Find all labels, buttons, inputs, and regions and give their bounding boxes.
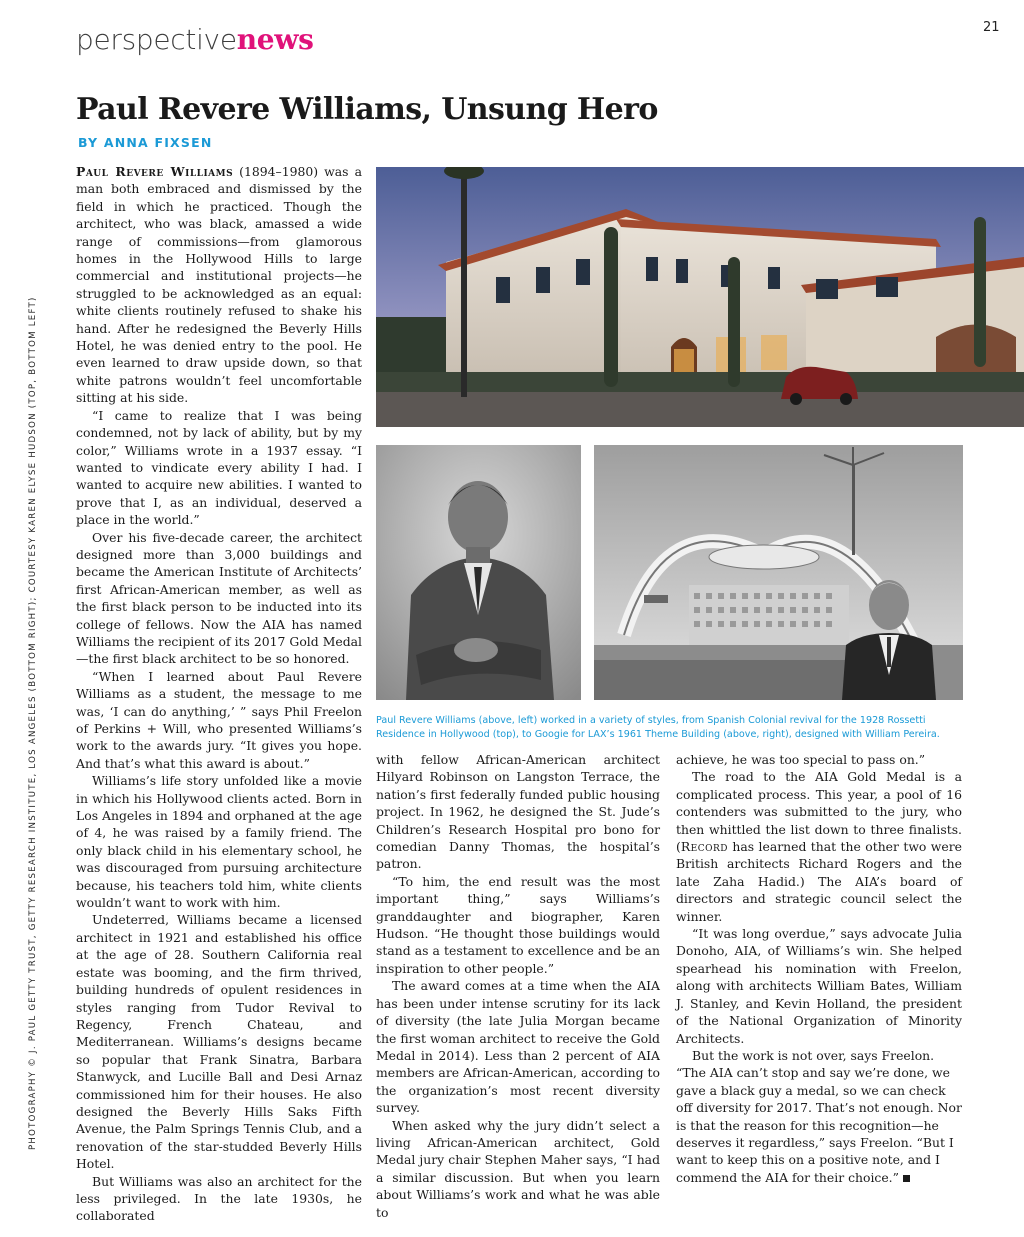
section-title (76, 20, 314, 60)
article-paragraph: with fellow African-American architect Hilyard Robinson on Langston Terrace, the nation’s first federally funded public housing project. In 1962, he designed the St. Jude’s Children’s Research Hospital pro bono for comedian Danny Thomas, the hospital’s patron. (376, 752, 660, 872)
lead-name: Paul Revere Williams (76, 164, 234, 179)
article-paragraph: The award comes at a time when the AIA has been under intense scrutiny for its lack of diversity (the late Julia Morgan became the first woman architect to receive the Gold Medal in 2014). Less than 2 percent of AIA members are African-American, according to the organization’s most recent diversity survey. (376, 978, 660, 1116)
end-of-article-mark (903, 1175, 910, 1182)
article-paragraph: When asked why the jury didn’t select a living African-American architect, Gold Medal jury chair Stephen Maher says, “I had a similar discussion. But when you learn about Williams’s work and what he was able to (376, 1117, 660, 1220)
article-paragraph: Williams’s life story unfolded like a movie in which his Hollywood clients acted. Born in Los Angeles in 1894 and orphaned at the age of 4, he was raised by a family friend. The only black child in his elementary school, he was discouraged from pursuing architecture because, his teachers told him, white clients wouldn’t want to work with him. (76, 773, 362, 911)
page-number: 21 (983, 20, 1000, 35)
article-paragraph: “I came to realize that I was being condemned, not by lack of ability, but by my color,” Williams wrote in a 1937 essay. “I wanted to vindicate every ability I had. I wanted to acquire new abilities. I wanted to prove that I, as an individual, deserved a place in the world.” (76, 407, 362, 528)
photo-caption: Paul Revere Williams (above, left) worked in a variety of styles, from Spanish Colonial revival for the 1928 Rossetti Residence in Hollywood (top), to Googie for LAX’s 1961 Theme Building (above, right), designed with William Pereira. (376, 715, 940, 740)
section-title-accent: news (236, 23, 314, 56)
photo-rossetti-residence (376, 167, 1024, 427)
photo-credit: PHOTOGRAPHY © J. PAUL GETTY TRUST, GETTY RESEARCH INSTITUTE, LOS ANGELES (BOTTOM RIGHT); COURTESY KAREN ELYSE HUDSON (TOP, BOTTOM LEFT) (28, 296, 38, 1150)
article-paragraph: Undeterred, Williams became a licensed architect in 1921 and established his office at the age of 28. Southern California real estate was booming, and the firm thrived, building hundreds of opulent residences in styles ranging from Tudor Revival to Regency, French Chateau, and Mediterranean. Williams’s designs became so popular that Frank Sinatra, Barbara Stanwyck, and Lucille Ball and Desi Arnaz commissioned him for their houses. He also designed the Beverly Hills Saks Fifth Avenue, the Palm Springs Tennis Club, and a renovation of the star-studded Beverly Hills Hotel. (76, 912, 362, 1172)
photo-lax-theme-building (594, 445, 963, 700)
article-paragraph: But the work is not over, says Freelon. “The AIA can’t stop and say we’re done, we gave a black guy a medal, so we can check off diversity for 2017. That’s not enough. Nor is that the reason for this recognition—he deserves it regardless,” says Freelon. “But I want to keep this on a positive note, and I commend the AIA for their choice.” (676, 1047, 962, 1185)
article-column-1 (76, 163, 362, 1224)
article-column-2 (376, 751, 660, 1220)
article-paragraph: achieve, he was too special to pass on.” (676, 752, 926, 767)
article-paragraph: Paul Revere Williams (1894–1980) was a man both embraced and dismissed by the field in which he practiced. Though the architect, who was black, amassed a wide range of commissions—from glamorous homes in the Hollywood Hills to large commercial and institutional projects—he struggled to be acknowledged as an equal: white clients routinely refused to shake his hand. After he redesigned the Beverly Hills Hotel, he was denied entry to the pool. He even learned to draw upside down, so that white patrons wouldn’t feel uncomfortable sitting at his side. (76, 164, 362, 406)
article-paragraph: The road to the AIA Gold Medal is a complicated process. This year, a pool of 16 contenders was submitted to the jury, who then whittled the list down to three finalists. (Record has learned that the other two were British architects Richard Rogers and the late Zaha Hadid.) The AIA’s board of directors and strategic council select the winner. (676, 769, 962, 924)
article-paragraph: “When I learned about Paul Revere Williams as a student, the message to me was, ‘I can do anything,’ ” says Phil Freelon of Perkins + Will, who presented Williams’s work to the awards jury. “It gives you hope. And that’s what this award is about.” (76, 668, 362, 771)
section-title-plain: perspective (76, 23, 237, 56)
article-headline: Paul Revere Williams, Unsung Hero (76, 92, 658, 127)
magazine-name: Record (680, 839, 728, 855)
article-paragraph: “It was long overdue,” says advocate Julia Donoho, AIA, of Williams’s win. She helped spearhead his nomination with Freelon, along with architects William Bates, William J. Stanley, and Kevin Holland, the president of the National Organization of Minority Architects. (676, 926, 962, 1046)
article-paragraph: “To him, the end result was the most important thing,” says Williams’s granddaughter and biographer, Karen Hudson. “He thought those buildings would stand as a testament to excellence and be an inspiration to other people.” (376, 873, 660, 976)
article-column-3 (676, 751, 962, 1185)
article-paragraph: Over his five-decade career, the architect designed more than 3,000 buildings and became the American Institute of Architects’ first African-American member, as well as the first black person to be inducted into its college of fellows. Now the AIA has named Williams the recipient of its 2017 Gold Medal—the first black architect to be so honored. (76, 529, 362, 667)
article-paragraph: But Williams was also an architect for the less privileged. In the late 1930s, he collaborated (76, 1173, 362, 1224)
article-byline: BY ANNA FIXSEN (78, 135, 213, 150)
photo-portrait-williams (376, 445, 581, 700)
